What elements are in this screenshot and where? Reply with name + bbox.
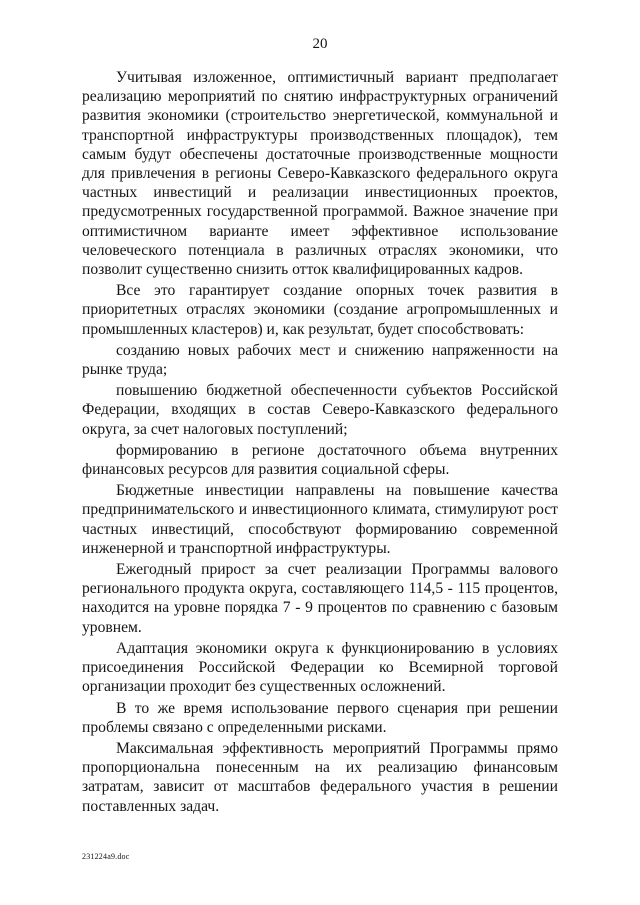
paragraph: Ежегодный прирост за счет реализации Программы валового регионального продукта округа, составляющего 114,5 - 115 процентов, находится на уровне порядка 7 - 9 процентов по сравнению с базовым уровнем. (82, 561, 558, 636)
paragraph: повышению бюджетной обеспеченности субъектов Российской Федерации, входящих в состав Северо-Кавказского федерального округа, за счет налоговых поступлений; (82, 382, 558, 438)
paragraph: формированию в регионе достаточного объема внутренних финансовых ресурсов для развития социальной сферы. (82, 441, 558, 479)
paragraph: Учитывая изложенное, оптимистичный вариант предполагает реализацию мероприятий по снятию инфраструктурных ограничений развития экономики (строительство энергетической, коммунальной и транспортной инфраструктуры производственных площадок), тем самым будут обеспечены достаточные производственные мощности для привлечения в регионы Северо-Кавказского федерального округа частных инвестиций и реализации инвестиционных проектов, предусмотренных государственной программой. Важное значение при оптимистичном варианте имеет эффективное использование человеческого потенциала в различных отраслях экономики, что позволит существенно снизить отток квалифицированных кадров. (82, 69, 558, 279)
footer-filename: 231224a9.doc (82, 852, 130, 861)
document-body (82, 68, 558, 818)
paragraph: Адаптация экономики округа к функционированию в условиях присоединения Российской Федерации ко Всемирной торговой организации проходит без существенных осложнений. (82, 639, 558, 696)
paragraph: В то же время использование первого сценария при решении проблемы связано с определенными рисками. (82, 699, 558, 736)
paragraph: созданию новых рабочих мест и снижению напряженности на рынке труда; (82, 341, 558, 379)
paragraph: Бюджетные инвестиции направлены на повышение качества предпринимательского и инвестиционного климата, стимулируют рост частных инвестиций, способствуют формированию современной инженерной и транспортной инфраструктуры. (82, 482, 558, 557)
paragraph: Все это гарантирует создание опорных точек развития в приоритетных отраслях экономики (создание агропромышленных и промышленных кластеров) и, как результат, будет способствовать: (82, 282, 558, 338)
page-number: 20 (312, 36, 328, 52)
paragraph: Максимальная эффективность мероприятий Программы прямо пропорциональна понесенным на их реализацию финансовым затратам, зависит от масштабов федерального участия в решении поставленных задач. (82, 739, 558, 815)
